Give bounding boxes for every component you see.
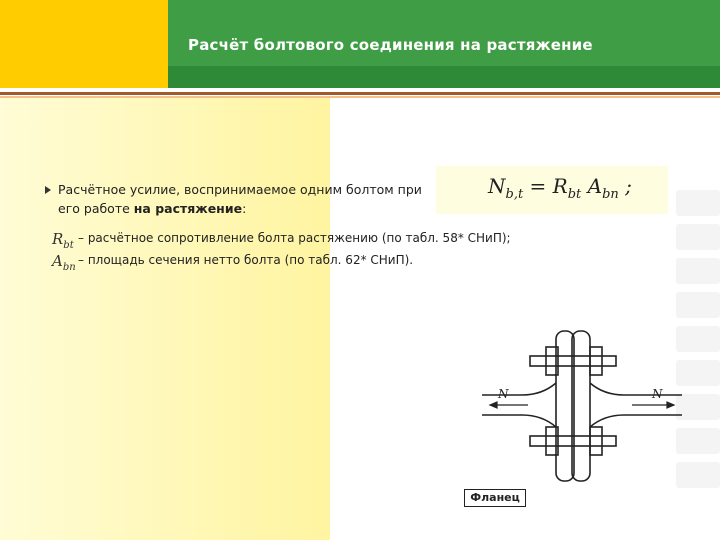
def-symbol-a-letter: A xyxy=(52,252,63,270)
decor-block xyxy=(676,428,720,454)
bullet-text-line2 xyxy=(58,201,246,216)
def-symbol-r-sub: bt xyxy=(63,240,74,251)
content-panel xyxy=(0,98,330,540)
right-force-label: N xyxy=(652,387,663,401)
decor-block xyxy=(676,224,720,250)
bolt-top-nut xyxy=(590,347,602,375)
left-arrowhead-icon xyxy=(490,402,497,408)
left-member-bottom xyxy=(482,415,556,427)
formula-lhs: N xyxy=(488,174,506,198)
def-text-r: – расчётное сопротивление болта растяжению (по табл. 58* СНиП); xyxy=(78,231,511,245)
def-symbol-r-letter: R xyxy=(52,230,64,248)
decorative-blocks xyxy=(676,190,720,496)
flange-joint-drawing xyxy=(482,325,682,495)
decor-block xyxy=(676,462,720,488)
bolt-bottom-nut xyxy=(590,427,602,455)
decor-block xyxy=(676,326,720,352)
right-member-top xyxy=(590,383,682,395)
decor-block xyxy=(676,360,720,386)
def-symbol-r xyxy=(52,230,74,251)
formula-r-sub: bt xyxy=(567,187,582,202)
bullet-text-suffix: : xyxy=(242,201,247,216)
def-symbol-a-sub: bn xyxy=(62,262,76,273)
bullet-text-bold: на растяжение xyxy=(133,201,243,216)
right-arrowhead-icon xyxy=(667,402,674,408)
left-member-top xyxy=(482,383,556,395)
slide-title: Расчёт болтового соединения на растяжение xyxy=(188,36,593,54)
formula xyxy=(488,174,632,202)
def-text-a: – площадь сечения нетто болта (по табл. 62* СНиП). xyxy=(78,253,414,267)
decor-block xyxy=(676,190,720,216)
header-bar-shade xyxy=(168,66,720,88)
flange-caption: Фланец xyxy=(464,489,526,507)
bullet-triangle-icon xyxy=(44,186,52,194)
formula-a-sub: bn xyxy=(602,187,619,202)
bolt-bottom-shank xyxy=(530,436,616,446)
def-symbol-a xyxy=(52,252,76,273)
formula-end: ; xyxy=(625,174,632,198)
formula-equals: = xyxy=(529,174,547,198)
formula-a: A xyxy=(587,174,603,198)
bullet-text-line1: Расчётное усилие, воспринимаемое одним болтом при xyxy=(58,182,422,197)
formula-r: R xyxy=(552,174,568,198)
formula-lhs-sub: b,t xyxy=(505,187,524,202)
right-member-bottom xyxy=(590,415,682,427)
decor-block xyxy=(676,292,720,318)
header-divider xyxy=(0,92,720,95)
decor-block xyxy=(676,258,720,284)
decor-block xyxy=(676,394,720,420)
bolt-top-shank xyxy=(530,356,616,366)
header-accent-yellow xyxy=(0,0,168,88)
left-force-label: N xyxy=(498,387,509,401)
bullet-text-prefix: его работе xyxy=(58,201,134,216)
